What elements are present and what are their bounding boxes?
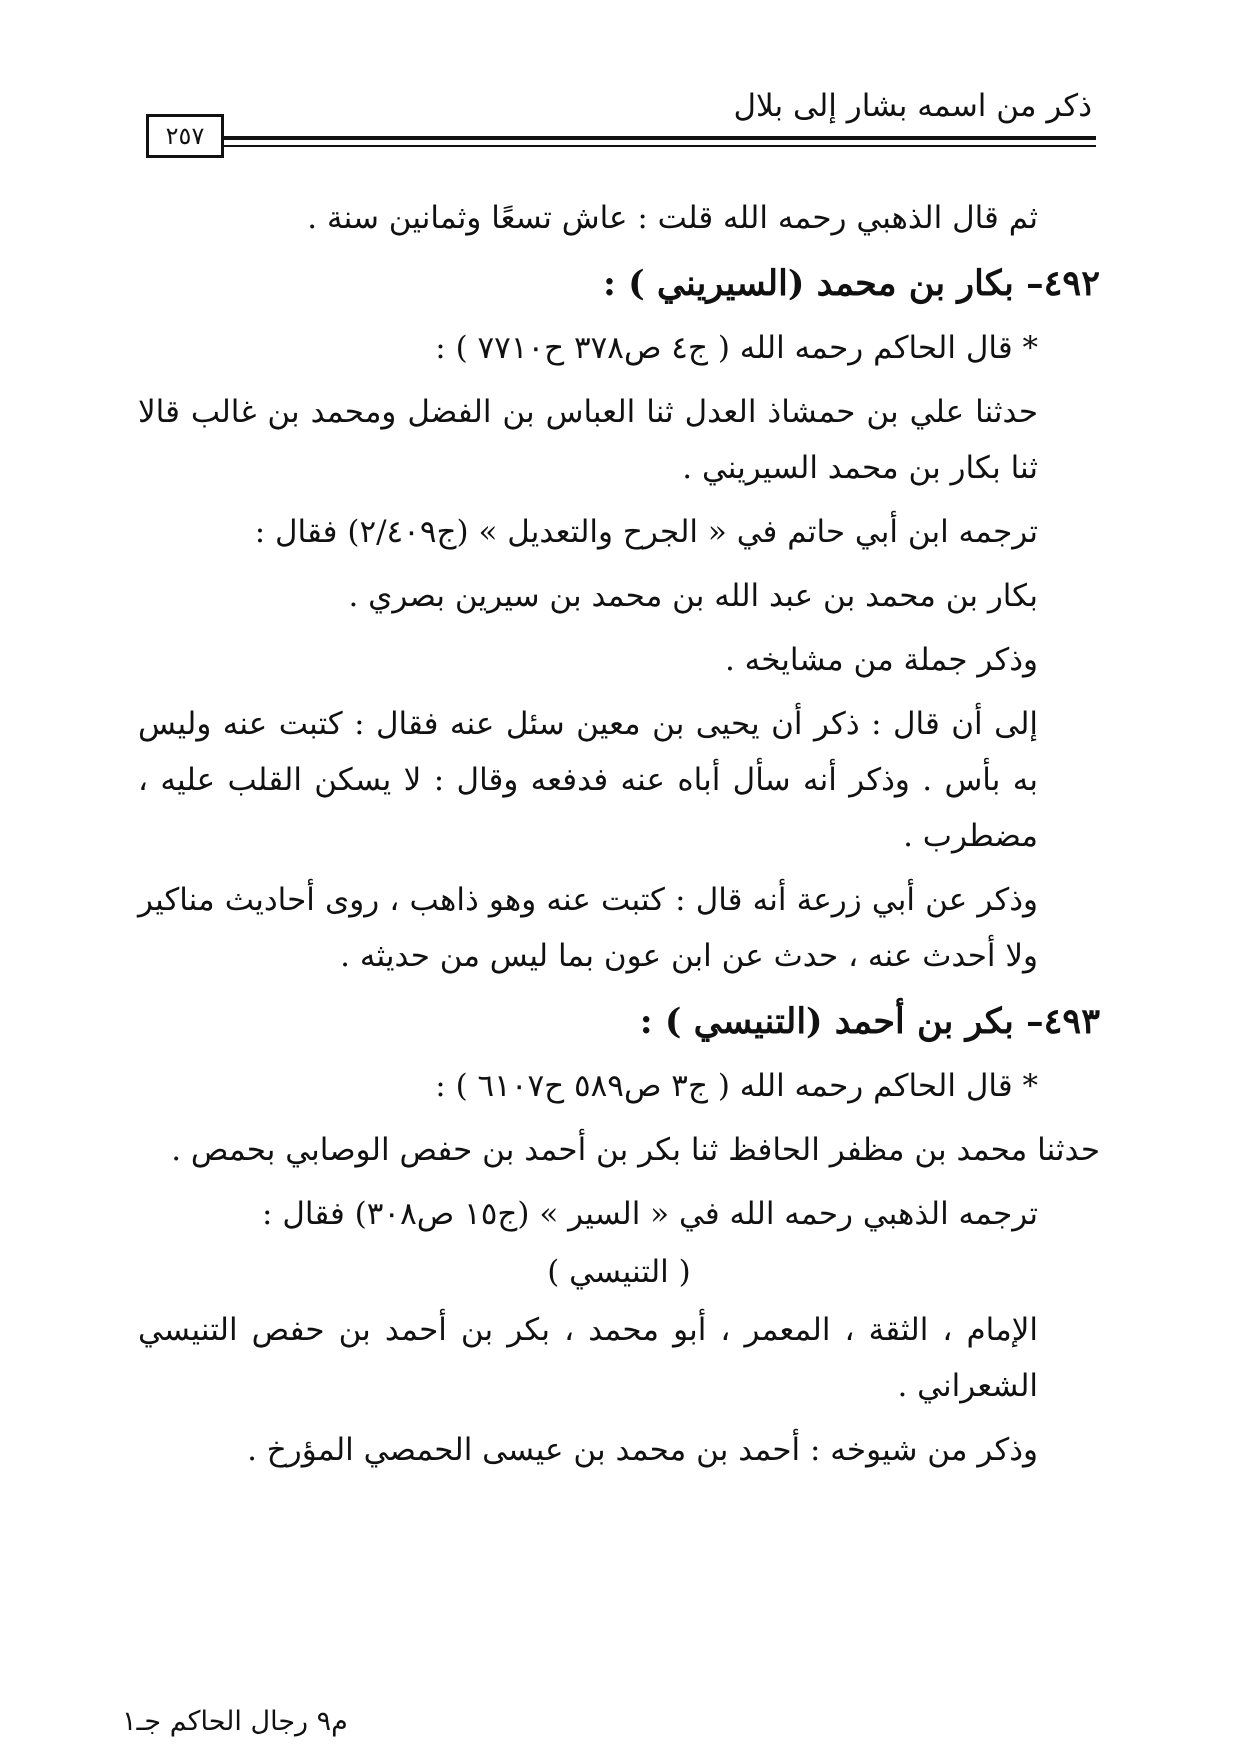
paragraph-6: بكار بن محمد بن عبد الله بن محمد بن سيرين بصري .	[348, 578, 1038, 614]
paragraph-8: إلى أن قال : ذكر أن يحيى بن معين سئل عنه فقال : كتبت عنه وليس به بأس . وذكر أنه سأل أباه عنه فدفعه وقال : لا يسكن القلب عليه ، مضطرب .	[138, 706, 1038, 854]
paragraph-7: وذكر جملة من مشايخه .	[724, 642, 1038, 678]
paragraph-4: حدثنا علي بن حمشاذ العدل ثنا العباس بن الفضل ومحمد بن غالب قالا ثنا بكار بن محمد السيريني .	[138, 394, 1038, 486]
paragraph-13: ترجمه الذهبي رحمه الله في « السير » (ج١٥ ص٣٠٨) فقال :	[262, 1196, 1038, 1232]
paragraph-15: الإمام ، الثقة ، المعمر ، أبو محمد ، بكر بن أحمد بن حفص التنيسي الشعراني .	[138, 1312, 1038, 1404]
entry-heading-492: ٤٩٢– بكار بن محمد (السيريني ) :	[603, 263, 1100, 304]
paragraph-12: حدثنا محمد بن مظفر الحافظ ثنا بكر بن أحمد بن حفص الوصابي بحمص .	[171, 1132, 1100, 1168]
paragraph-16: وذكر من شيوخه : أحمد بن محمد بن عيسى الحمصي المؤرخ .	[247, 1432, 1038, 1468]
paragraph-11: * قال الحاكم رحمه الله ( ج٣ ص٥٨٩ ح٦١٠٧ ) :	[435, 1068, 1038, 1104]
paragraph-3: * قال الحاكم رحمه الله ( ج٤ ص٣٧٨ ح٧٧١٠ ) :	[435, 330, 1038, 366]
page-number-box: ٢٥٧	[146, 114, 224, 158]
entry-heading-493: ٤٩٣– بكر بن أحمد (التنيسي ) :	[639, 1001, 1100, 1042]
paragraph-5: ترجمه ابن أبي حاتم في « الجرح والتعديل » (ج٢/٤٠٩) فقال :	[254, 514, 1038, 550]
header-rule-thick	[224, 136, 1096, 140]
subtitle-tinnisi: ( التنيسي )	[547, 1254, 691, 1290]
footer-signature: م٩ رجال الحاكم جـ١	[122, 1706, 348, 1737]
paragraph-9: وذكر عن أبي زرعة أنه قال : كتبت عنه وهو ذاهب ، روى أحاديث مناكير ولا أحدث عنه ، حدث عن ابن عون بما ليس من حديثه .	[138, 882, 1038, 974]
header-rule-thin	[224, 145, 1096, 147]
paragraph-1: ثم قال الذهبي رحمه الله قلت : عاش تسعًا وثمانين سنة .	[307, 200, 1038, 236]
running-title: ذكر من اسمه بشار إلى بلال	[733, 88, 1092, 124]
body-text	[138, 190, 1100, 1486]
